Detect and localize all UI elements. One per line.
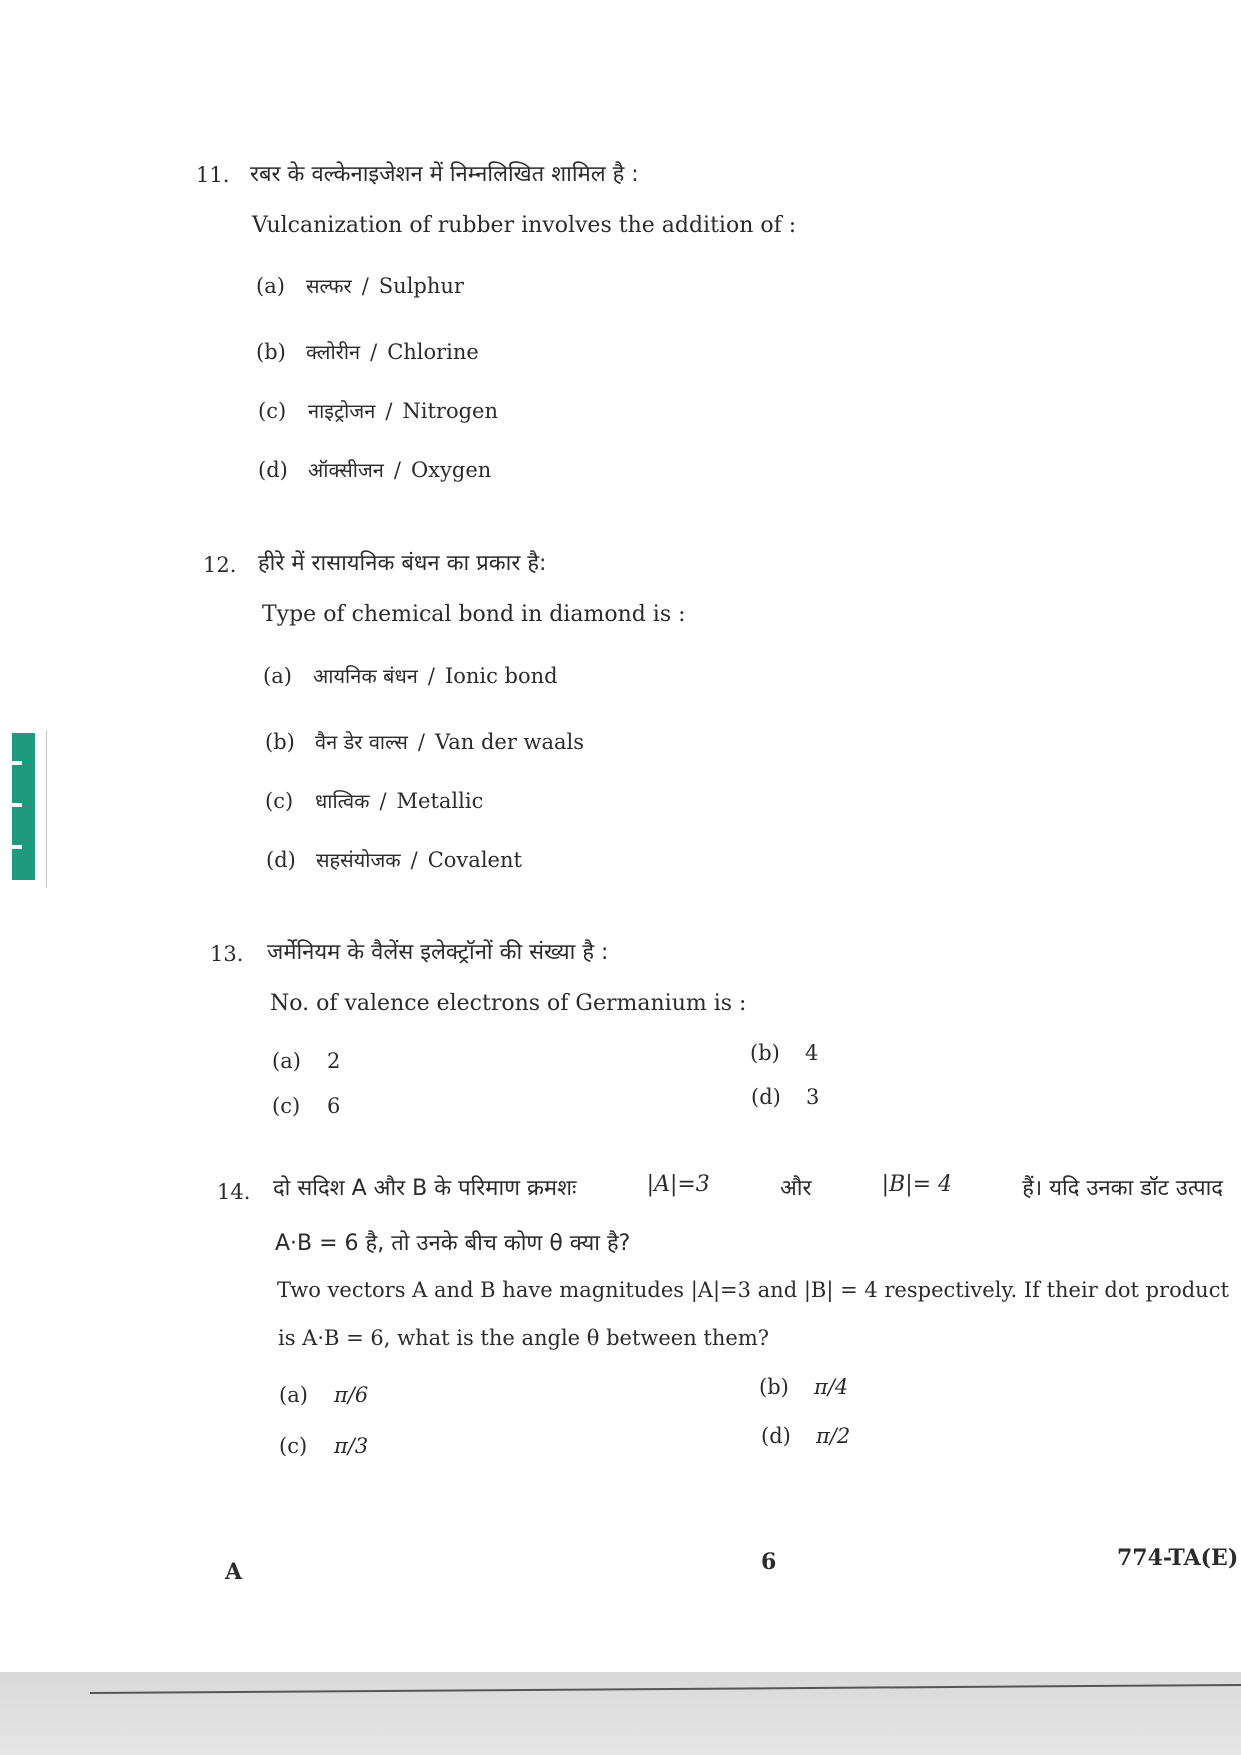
question-11-number: 11. <box>196 163 230 187</box>
question-11-option-d: (d) ऑक्सीजन / Oxygen <box>258 458 492 482</box>
question-14-hindi-line1: दो सदिश A और B के परिमाण क्रमशः |A|=3 और |B|= 4 हैं। यदि उनका डॉट उत्पाद <box>273 1172 1223 1201</box>
question-13-number: 13. <box>210 942 244 966</box>
question-12-option-d: (d) सहसंयोजक / Covalent <box>266 848 522 872</box>
footer-version-letter: A <box>225 1559 243 1585</box>
question-11-english: Vulcanization of rubber involves the addition of : <box>252 213 797 238</box>
question-11-option-a: (a) सल्फर / Sulphur <box>256 274 464 298</box>
question-12-option-c: (c) धात्विक / Metallic <box>265 789 484 813</box>
question-13-option-a: (a) 2 <box>272 1049 341 1073</box>
binding-tab-marker <box>12 733 35 880</box>
question-14-option-d: (d) π/2 <box>761 1424 851 1448</box>
footer-paper-code: 774-TA(E) <box>1117 1545 1239 1571</box>
question-14-english-line2: is A·B = 6, what is the angle θ between them? <box>278 1326 769 1350</box>
question-13-option-d: (d) 3 <box>751 1085 820 1109</box>
question-14-number: 14. <box>217 1180 251 1204</box>
question-12-hindi: हीरे में रासायनिक बंधन का प्रकार है: <box>258 551 547 576</box>
question-14-english-line1: Two vectors A and B have magnitudes |A|=3 and |B| = 4 respectively. If their dot product <box>277 1278 1229 1302</box>
footer-page-number: 6 <box>761 1549 777 1575</box>
question-13-option-c: (c) 6 <box>272 1094 341 1118</box>
binding-edge-line <box>46 730 47 888</box>
question-14-option-b: (b) π/4 <box>759 1375 849 1399</box>
question-14-option-a: (a) π/6 <box>279 1383 369 1407</box>
question-14-hindi-line2: A·B = 6 है, तो उनके बीच कोण θ क्या है? <box>275 1231 631 1256</box>
question-13-english: No. of valence electrons of Germanium is : <box>270 991 747 1016</box>
question-12-english: Type of chemical bond in diamond is : <box>262 602 686 627</box>
question-11-hindi: रबर के वल्केनाइजेशन में निम्नलिखित शामिल है : <box>250 162 639 187</box>
question-12-number: 12. <box>203 553 237 577</box>
question-11-option-b: (b) क्लोरीन / Chlorine <box>256 340 479 364</box>
question-12-option-a: (a) आयनिक बंधन / Ionic bond <box>263 664 558 688</box>
question-14-option-c: (c) π/3 <box>279 1434 369 1458</box>
question-13-option-b: (b) 4 <box>750 1041 819 1065</box>
question-12-option-b: (b) वैन डेर वाल्स / Van der waals <box>265 730 585 754</box>
question-11-option-c: (c) नाइट्रोजन / Nitrogen <box>258 399 498 423</box>
question-13-hindi: जर्मेनियम के वैलेंस इलेक्ट्रॉनों की संख्या है : <box>267 940 609 965</box>
